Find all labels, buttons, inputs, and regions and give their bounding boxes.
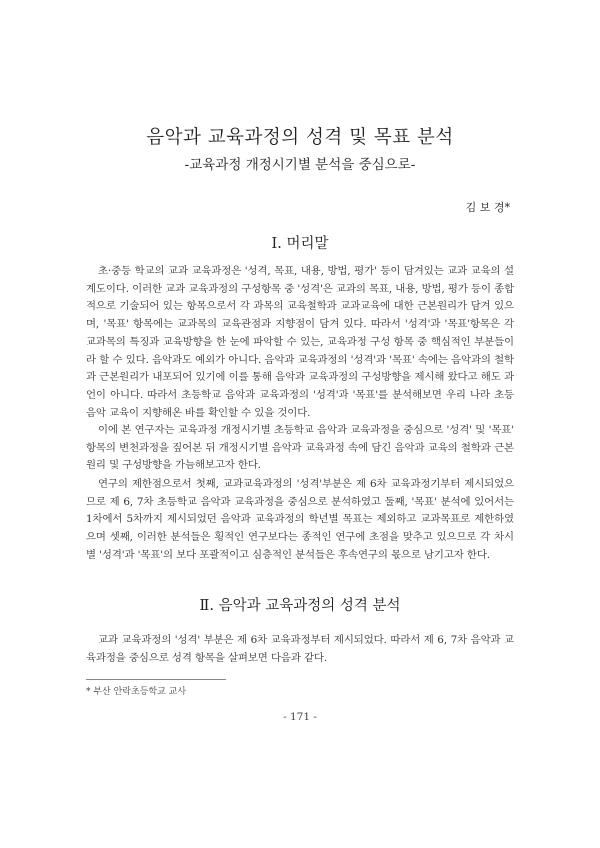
section-heading-character-analysis: Ⅱ. 음악과 교육과정의 성격 분석 <box>199 598 401 614</box>
paragraph: 연구의 제한점으로서 첫째, 교과교육과정의 '성격'부분은 제 6차 교육과정기부터 제시되었으므로 제 6, 7차 초등학교 음악과 교육과정을 중심으로 분석하였고 둘째, '목표' 분석에 있어서는 1차에서 5차까지 제시되었던 음악과 교육과정의 학년별 목표는 제외하고 교과목표로 제한하였으며 셋째, 이러한 분석들은 횡적인 연구보다는 종적인 연구에 초점을 맞추고 있으므로 각 차시별 '성격'과 '목표'의 보다 포괄적이고 심층적인 분석들은 후속연구의 몫으로 남기고자 한다. <box>86 478 514 561</box>
paragraph: 이에 본 연구자는 교육과정 개정시기별 초등학교 음악과 교육과정을 중심으로 '성격' 및 '목표' 항목의 변천과정을 짚어본 뒤 개정시기별 음악과 교육과정 속에 담긴 음악과 교육의 철학과 근본원리 및 구성방향을 가늠해보고자 한다. <box>86 424 514 472</box>
section-heading-introduction: Ⅰ. 머리말 <box>271 236 329 252</box>
footnote: * 부산 안락초등학교 교사 <box>86 687 187 697</box>
paragraph: 교과 교육과정의 '성격' 부분은 제 6차 교육과정부터 제시되었다. 따라서 제 6, 7차 음악과 교육과정을 중심으로 성격 항목을 살펴보면 다음과 같다. <box>86 634 514 664</box>
paper-title: 음악과 교육과정의 성격 및 목표 분석 <box>146 127 454 148</box>
author-name: 김 보 경* <box>465 201 510 214</box>
paragraph: 초·중등 학교의 교과 교육과정은 '성격, 목표, 내용, 방법, 평가' 등이 담겨있는 교과 교육의 설계도이다. 이러한 교과 교육과정의 구성항목 중 '성격'은 교과의 목표, 내용, 방법, 평가 등이 종합적으로 기술되어 있는 항목으로서 각 과목의 교육철학과 교과교육에 대한 근본원리가 담겨 있으며, '목표' 항목에는 교과목의 교육관점과 지향점이 담겨 있다. 따라서 '성격'과 '목표'항목은 각 교과목의 특징과 교육방향을 한 눈에 파악할 수 있는, 교육과정 구성 항목 중 핵심적인 부분들이라 할 수 있다. 음악과도 예외가 아니다. 음악과 교육과정의 '성격'과 '목표' 속에는 음악과의 철학과 근본원리가 내포되어 있기에 이를 통해 음악과 교육과정의 구성방향을 제시해 왔다고 해도 과언이 아니다. 따라서 초등학교 음악과 교육과정의 '성격'과 '목표'를 분석해보면 우리 나라 초등 음악 교육이 지향해온 바를 확인할 수 있을 것이다. <box>86 265 514 419</box>
footnote-divider <box>86 679 226 680</box>
page-number: - 171 - <box>283 711 317 723</box>
paper-subtitle: -교육과정 개정시기별 분석을 중심으로- <box>184 157 416 173</box>
